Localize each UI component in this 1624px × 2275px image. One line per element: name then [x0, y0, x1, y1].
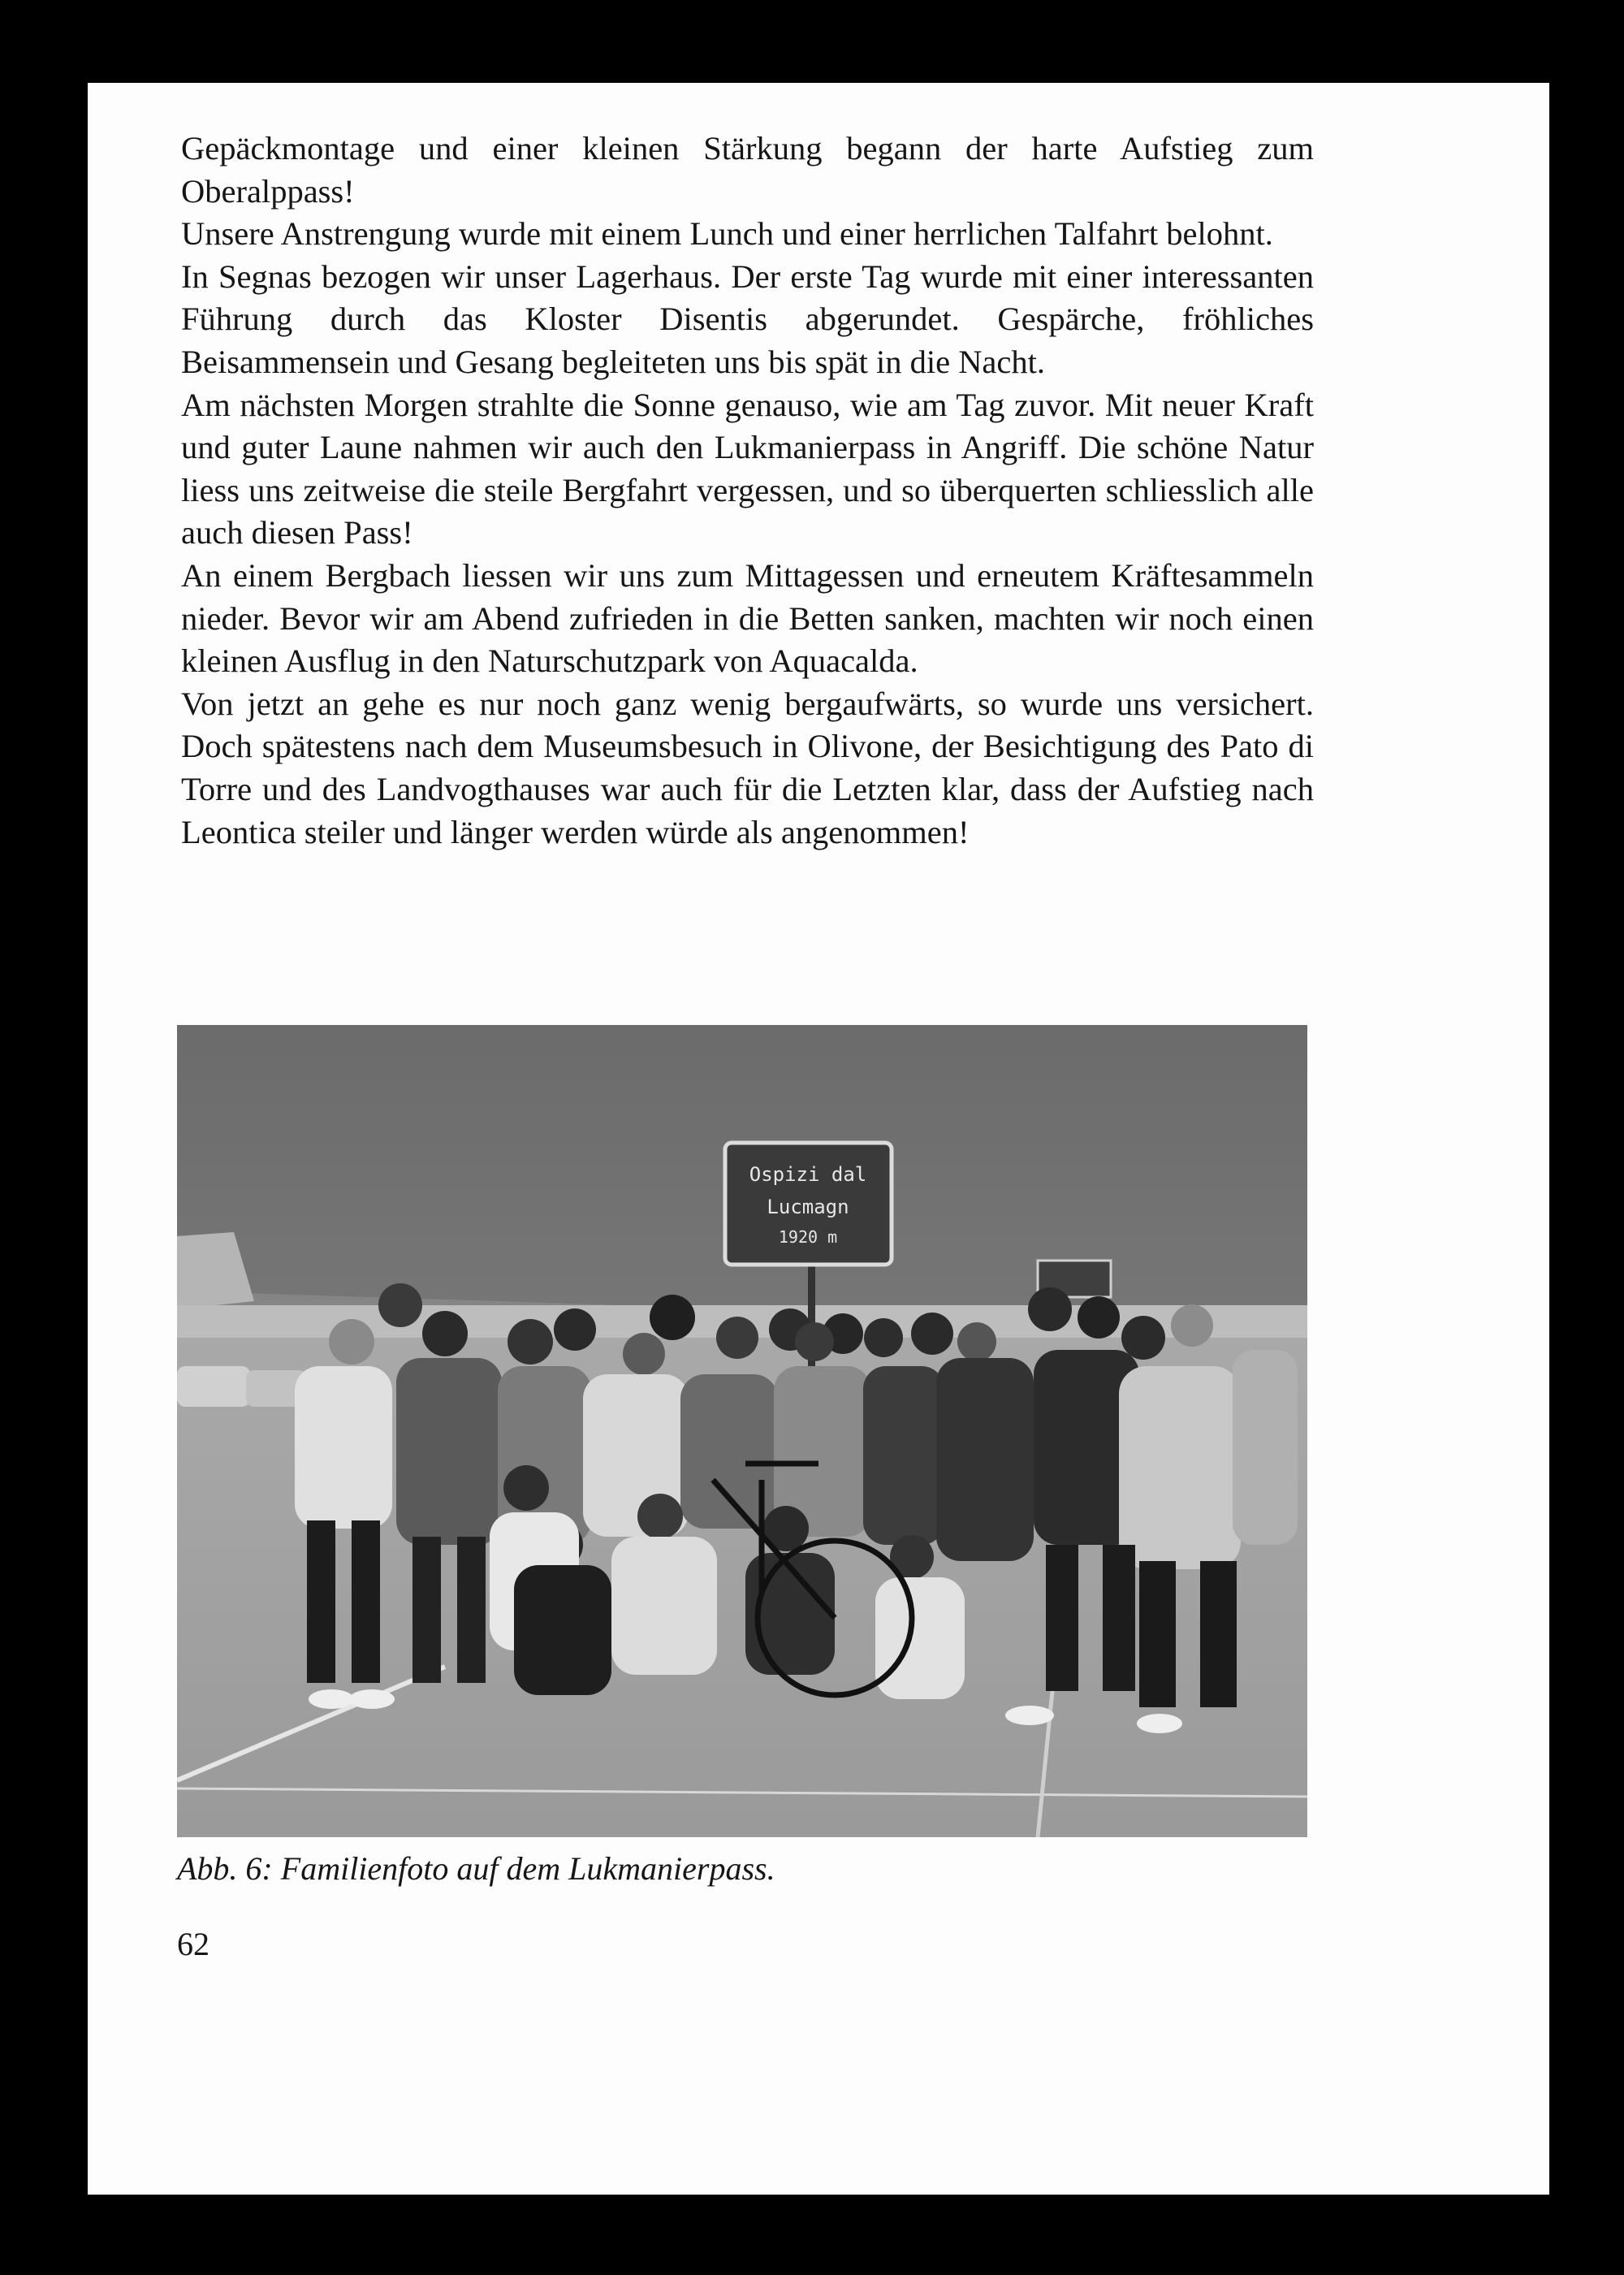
body-text [181, 128, 1314, 854]
figure-caption: Abb. 6: Familienfoto auf dem Lukmanierpass. [177, 1850, 775, 1887]
paragraph: Am nächsten Morgen strahlte die Sonne genauso, wie am Tag zuvor. Mit neuer Kraft und guter Laune nahmen wir auch den Lukmanierpass in Angriff. Die schöne Natur liess uns zeitweise die steile Bergfahrt vergessen, und so überquerten schliesslich alle auch diesen Pass! [181, 386, 1314, 551]
page-number: 62 [177, 1926, 209, 1962]
sign-text-line3: 1920 m [778, 1227, 838, 1247]
paragraph: Unsere Anstrengung wurde mit einem Lunch und einer herrlichen Talfahrt belohnt. [181, 215, 1273, 253]
group-photo-illustration [177, 1025, 1307, 1837]
parked-car [177, 1366, 250, 1407]
paragraph: Gepäckmontage und einer kleinen Stärkung begann der harte Aufstieg zum Oberalppass! [181, 130, 1314, 210]
paragraph: An einem Bergbach liessen wir uns zum Mittagessen und erneutem Kräftesammeln nieder. Bevor wir am Abend zufrieden in die Betten sanken, machten wir noch einen kleinen Ausflug in den Naturschutzpark von Aquacalda. [181, 556, 1314, 680]
sign-text-line2: Lucmagn [767, 1196, 849, 1218]
paragraph: In Segnas bezogen wir unser Lagerhaus. Der erste Tag wurde mit einer interessanten Führung durch das Kloster Disentis abgerundet. Gespärche, fröhliches Beisammensein und Gesang begleiteten uns bis spät in die Nacht. [181, 257, 1314, 380]
group-photo [177, 1025, 1307, 1837]
sign-text-line1: Ospizi dal [749, 1163, 867, 1186]
paragraph: Von jetzt an gehe es nur noch ganz wenig bergaufwärts, so wurde uns versichert. Doch spätestens nach dem Museumsbesuch in Olivone, der Besichtigung des Pato di Torre und des Landvogthauses war auch für die Letzten klar, dass der Aufstieg nach Leontica steiler und länger werden würde als angenommen! [181, 685, 1314, 850]
